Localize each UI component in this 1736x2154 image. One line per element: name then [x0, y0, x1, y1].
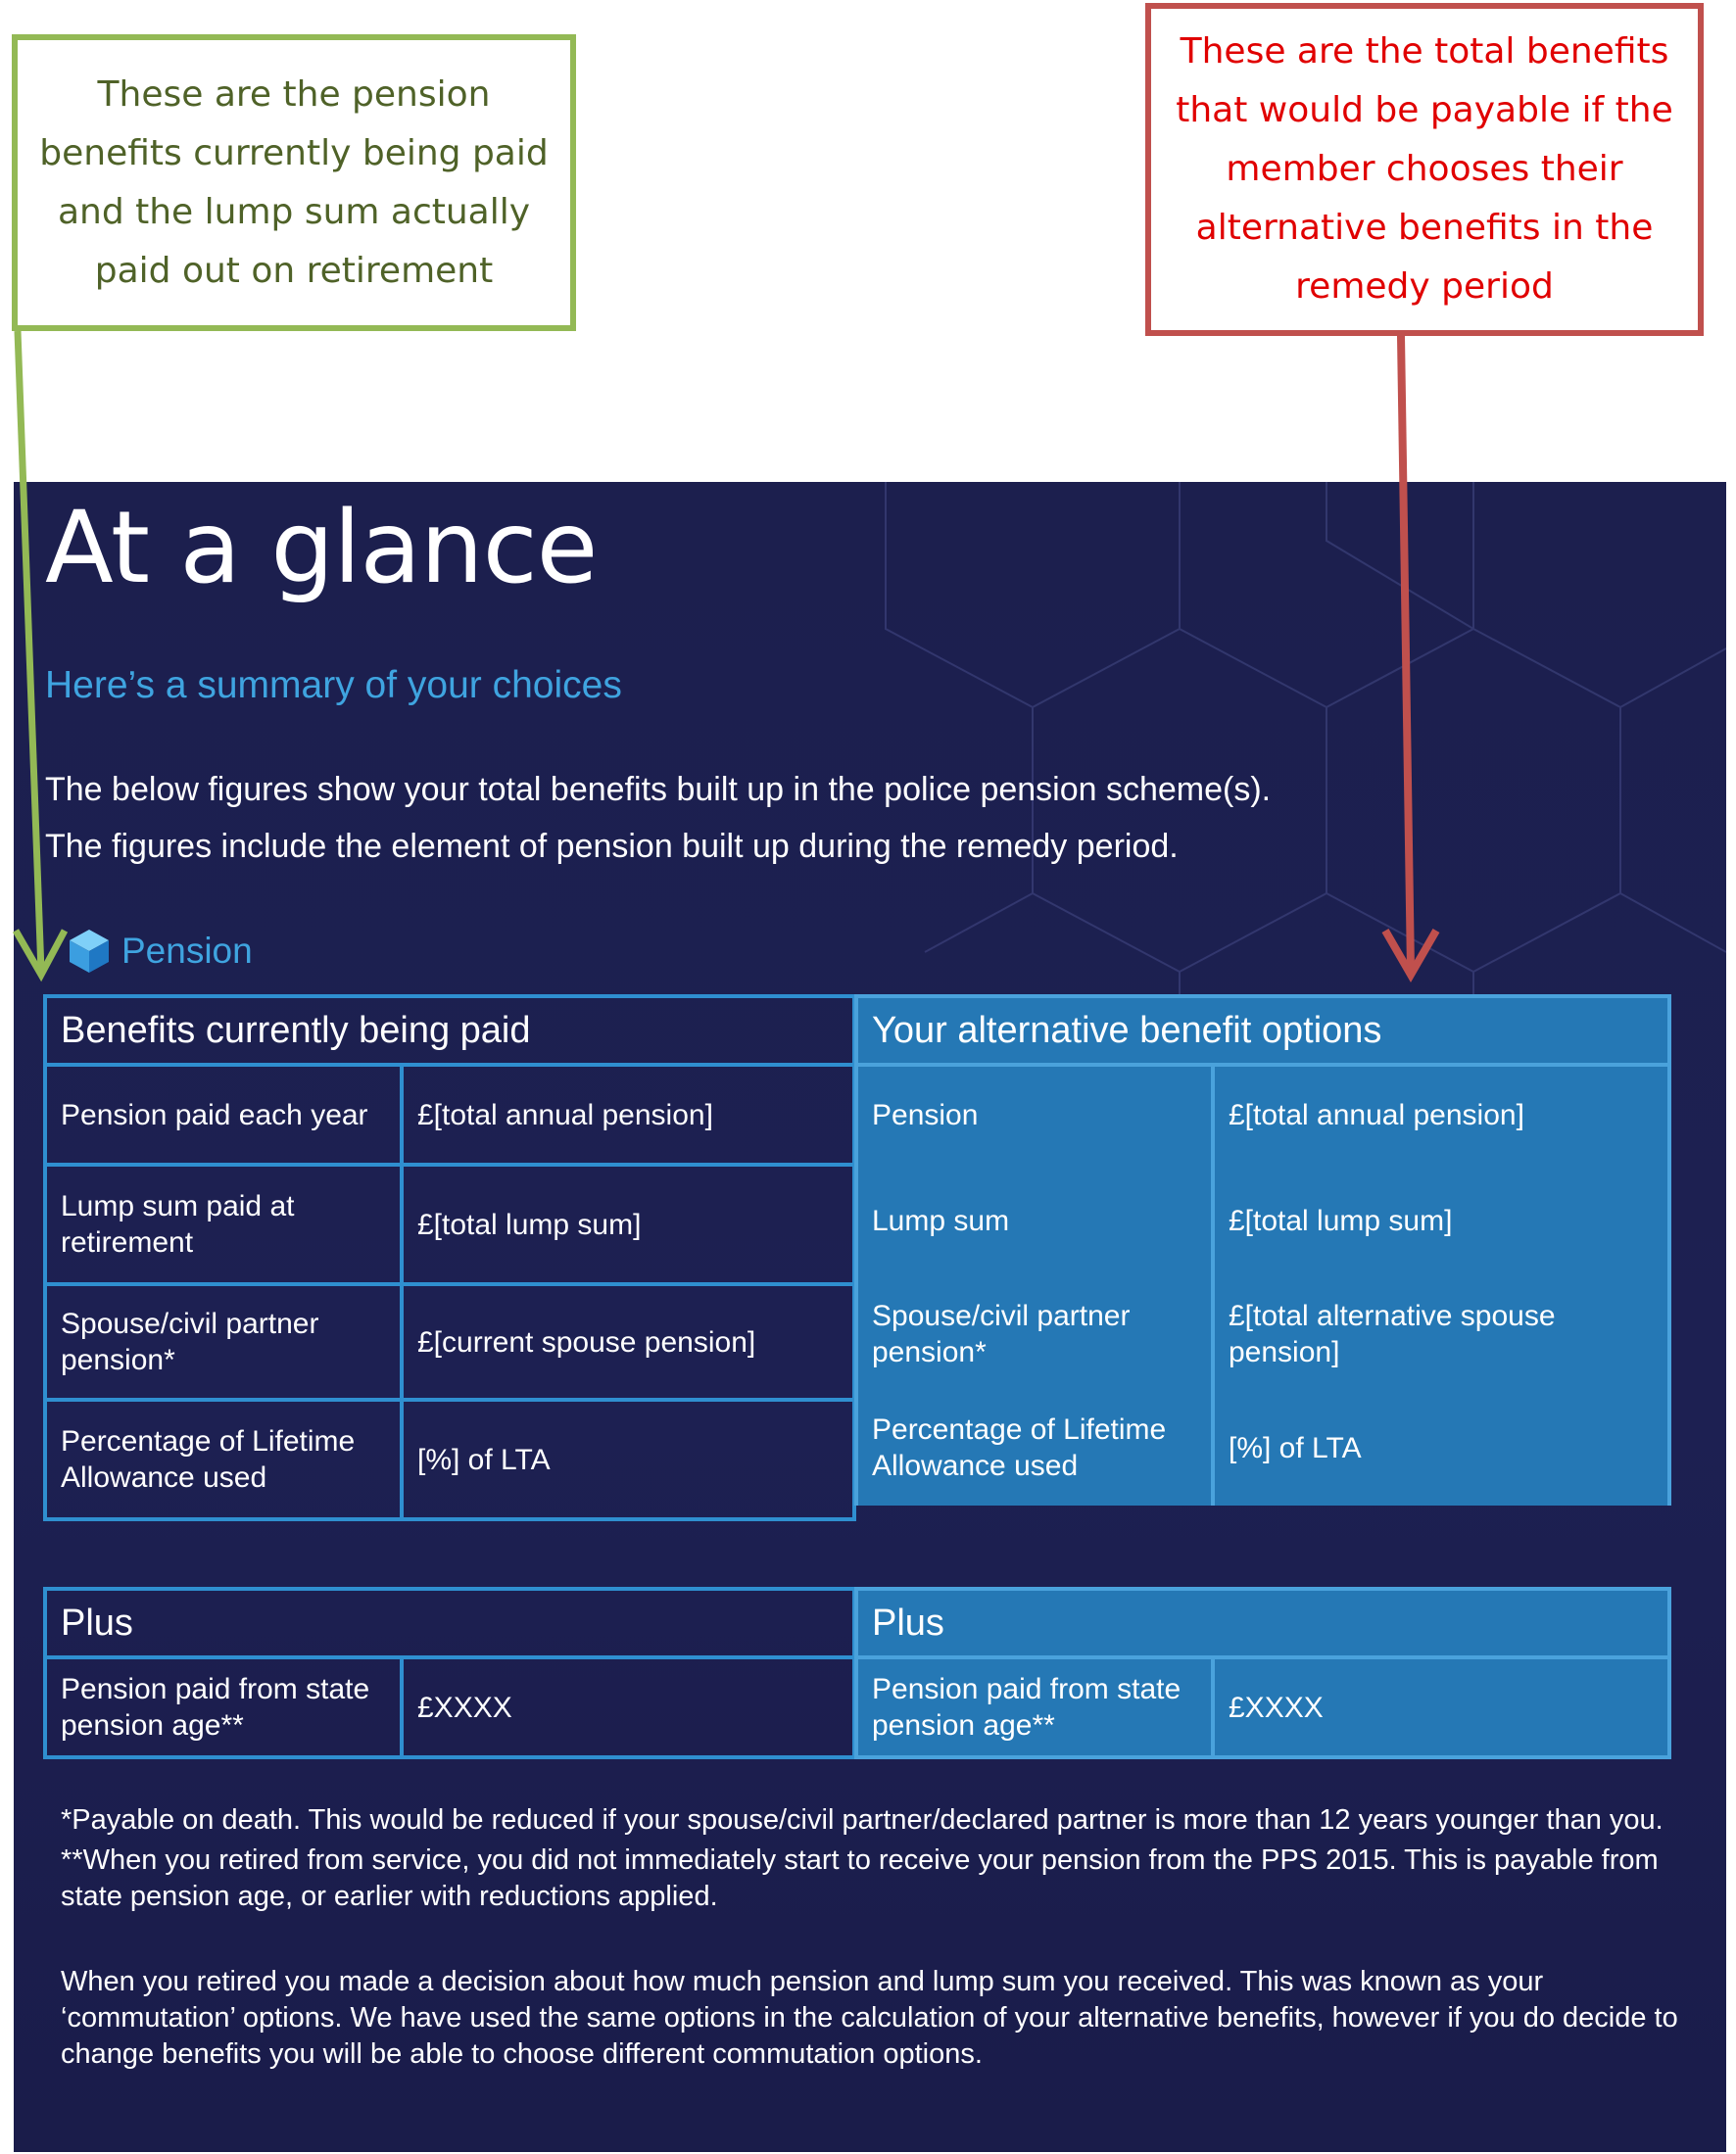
at-a-glance-panel: [14, 482, 1726, 2152]
row-value: £[total annual pension]: [402, 1065, 854, 1165]
table-row: [45, 1165, 854, 1284]
current-plus-heading: Plus: [45, 1589, 854, 1657]
row-value: £[total lump sum]: [402, 1165, 854, 1284]
row-label: Pension paid each year: [45, 1065, 402, 1165]
row-label: Lump sum: [856, 1163, 1213, 1278]
page-title: At a glance: [45, 490, 598, 606]
intro-line-1: The below figures show your total benefits built up in the police pension scheme(s).: [45, 771, 1272, 808]
table-row: [45, 1400, 854, 1519]
row-value: £XXXX: [1213, 1657, 1669, 1757]
row-value: £[total lump sum]: [1213, 1163, 1669, 1278]
row-label: Pension paid from state pension age**: [45, 1657, 402, 1757]
row-label: Pension: [856, 1065, 1213, 1163]
row-label: Spouse/civil partner pension*: [45, 1284, 402, 1400]
alternative-plus-table: [854, 1587, 1671, 1759]
footnote-commutation: When you retired you made a decision about how much pension and lump sum you received. This was known as your ‘commutation’ options. We have used the same options in the calculation of your alternative benefits, however if you do decide to change benefits you will be able to choose different commutation options.: [61, 1966, 1678, 2070]
row-label: Percentage of Lifetime Allowance used: [45, 1400, 402, 1519]
row-value: £[current spouse pension]: [402, 1284, 854, 1400]
alternative-benefits-table: [854, 994, 1671, 1506]
footnote-state-pension: **When you retired from service, you did not immediately start to receive your pension from the PPS 2015. This is payable from state pension age, or earlier with reductions applied.: [61, 1844, 1659, 1912]
section-label: Pension: [121, 931, 253, 971]
table-row: [856, 1390, 1669, 1506]
row-label: Pension paid from state pension age**: [856, 1657, 1213, 1757]
current-plus-table: [43, 1587, 856, 1759]
table-row: [856, 1163, 1669, 1278]
row-label: Spouse/civil partner pension*: [856, 1278, 1213, 1390]
row-value: [%] of LTA: [402, 1400, 854, 1519]
row-value: £[total annual pension]: [1213, 1065, 1669, 1163]
footnotes: [61, 1797, 1687, 2073]
row-value: £[total alternative spouse pension]: [1213, 1278, 1669, 1390]
row-value: [%] of LTA: [1213, 1390, 1669, 1506]
green-callout: [12, 34, 576, 331]
pension-section-header: [67, 928, 253, 975]
row-label: Percentage of Lifetime Allowance used: [856, 1390, 1213, 1506]
intro-line-2: The figures include the element of pension built up during the remedy period.: [45, 828, 1179, 865]
footnote-spouse: *Payable on death. This would be reduced if your spouse/civil partner/declared partner is more than 12 years younger than you.: [61, 1804, 1664, 1836]
red-callout-text: These are the total benefits that would be payable if the member chooses their alternative benefits in the remedy period: [1176, 31, 1673, 307]
green-callout-text: These are the pension benefits currently being paid and the lump sum actually paid out on retirement: [39, 73, 549, 291]
page-subtitle: Here’s a summary of your choices: [45, 664, 622, 706]
row-label: Lump sum paid at retirement: [45, 1165, 402, 1284]
current-benefits-heading: Benefits currently being paid: [45, 996, 854, 1065]
intro-text: [45, 761, 1271, 875]
table-row: [856, 1065, 1669, 1163]
row-value: £XXXX: [402, 1657, 854, 1757]
red-callout: [1145, 3, 1704, 336]
current-benefits-table: [43, 994, 856, 1521]
alternative-benefits-heading: Your alternative benefit options: [856, 996, 1669, 1065]
table-row: [856, 1278, 1669, 1390]
cube-icon: [67, 928, 112, 975]
table-row: [45, 1065, 854, 1165]
table-row: [45, 1657, 854, 1757]
alternative-plus-heading: Plus: [856, 1589, 1669, 1657]
table-row: [856, 1657, 1669, 1757]
table-row: [45, 1284, 854, 1400]
